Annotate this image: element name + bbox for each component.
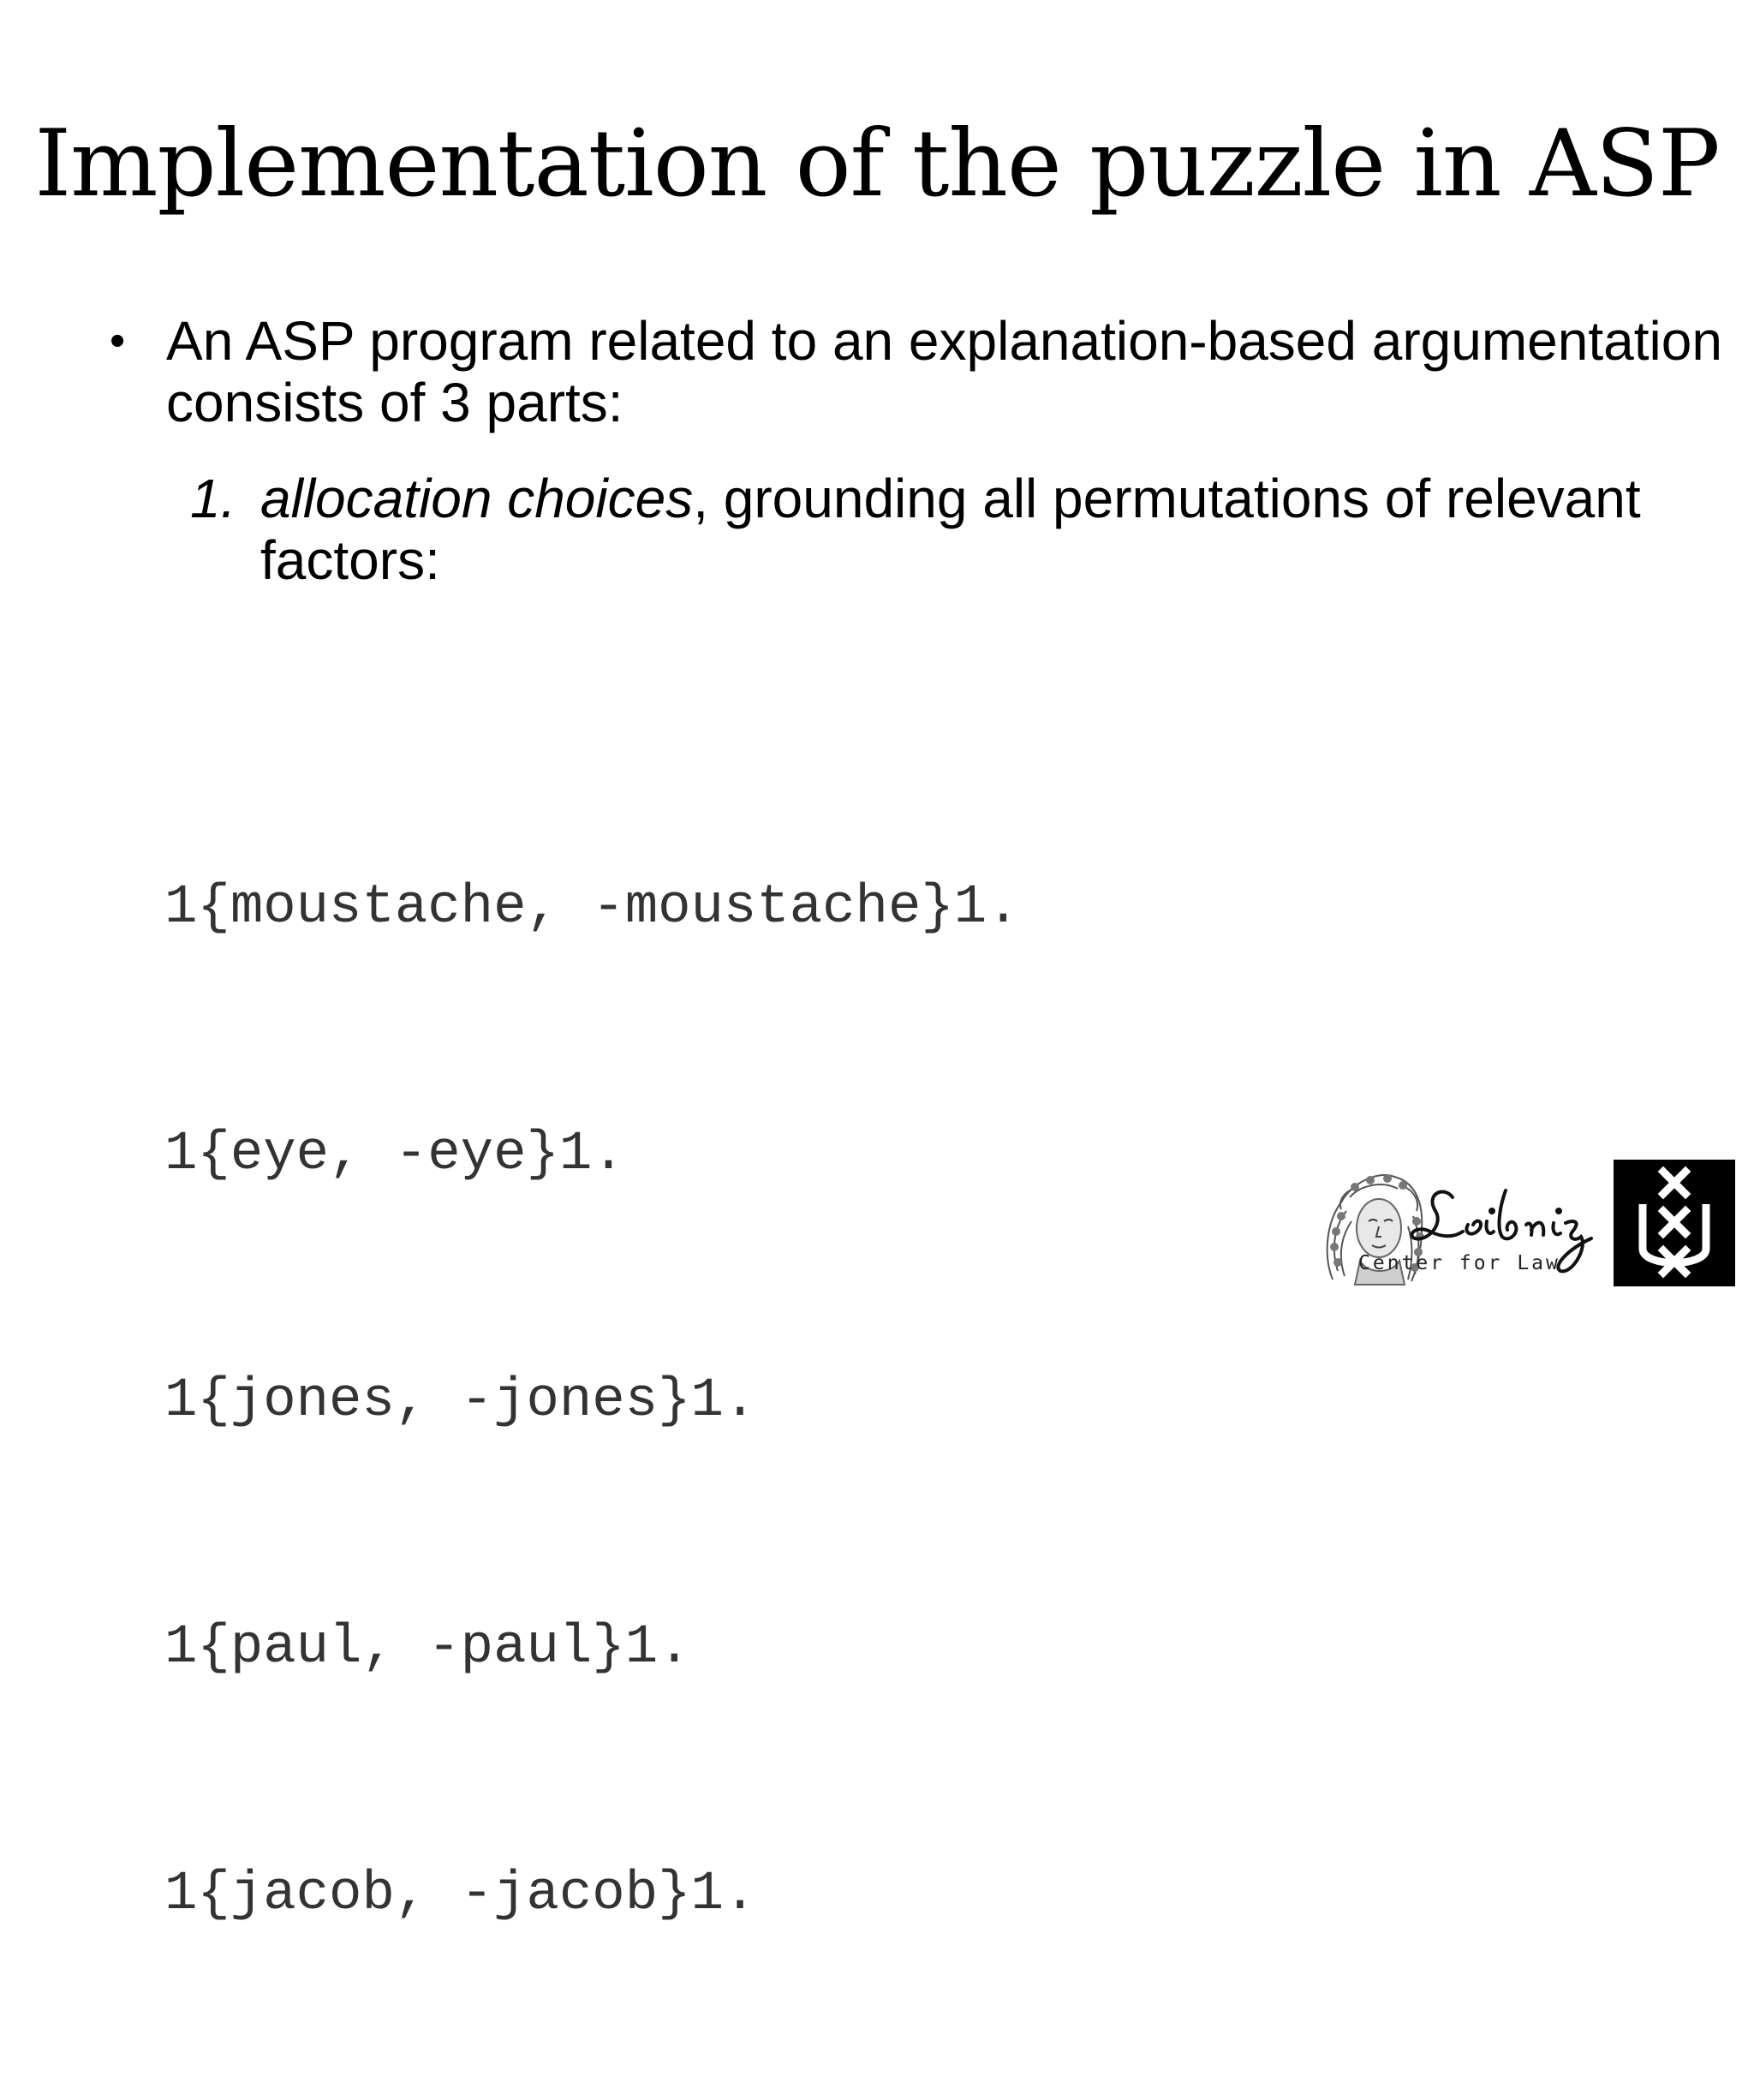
uva-logo (1614, 1160, 1735, 1286)
leibniz-caption: Center for Law (1358, 1252, 1560, 1274)
code-block (164, 702, 1020, 2100)
uva-crosses-icon (1614, 1160, 1735, 1286)
code-line: 1{jacob, -jacob}1. (164, 1864, 757, 1925)
slide-title: Implementation of the puzzle in ASP (34, 110, 1720, 218)
numbered-item-text (260, 468, 1733, 591)
code-line: 1{moustache, -moustache}1. (164, 877, 1020, 939)
code-line: 1{jones, -jones}1. (164, 1370, 757, 1432)
numbered-item-emphasis: allocation choices (260, 468, 694, 529)
code-line: 1{paul, -paul}1. (164, 1617, 691, 1679)
leibniz-center-logo (1316, 1160, 1598, 1286)
logo-area (1316, 1160, 1737, 1286)
bullet-marker: • (110, 316, 126, 366)
bullet-text: An ASP program related to an explanation-based argumentation consists of 3 parts: (166, 310, 1722, 433)
numbered-item-rest: , grounding all permutations of relevant factors: (260, 468, 1641, 591)
numbered-item-number: 1. (190, 468, 236, 529)
code-line: 1{eye, -eye}1. (164, 1124, 625, 1185)
